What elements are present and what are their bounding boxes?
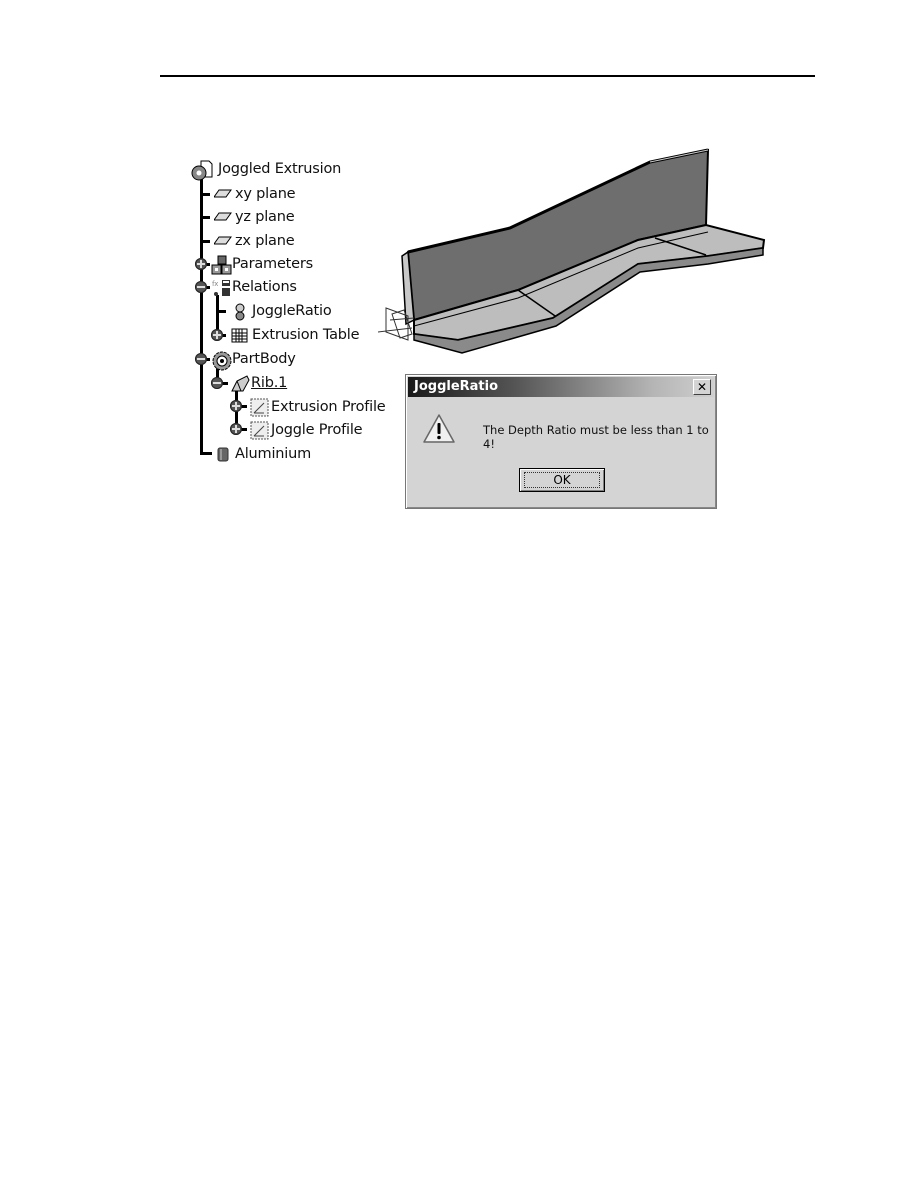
- tree-node-extrusion-table[interactable]: Extrusion Table: [231, 324, 359, 346]
- plane-icon: [214, 185, 232, 203]
- joggled-extrusion-model: [378, 140, 778, 370]
- joggleratio-dialog: [405, 374, 717, 509]
- tree-node-joggle-profile[interactable]: Joggle Profile: [250, 419, 362, 441]
- material-icon: [214, 445, 232, 463]
- tree-node-joggleratio[interactable]: JoggleRatio: [231, 300, 332, 322]
- tree-node-partbody[interactable]: PartBody: [211, 348, 296, 370]
- specification-tree: [186, 155, 396, 475]
- body-gear-icon: [211, 350, 229, 368]
- ok-label: OK: [553, 473, 571, 487]
- plane-icon: [214, 208, 232, 226]
- tree-node-zx-plane[interactable]: zx plane: [214, 230, 294, 252]
- collapse-relations-toggle[interactable]: [195, 281, 207, 293]
- close-button[interactable]: ✕: [693, 379, 711, 395]
- tree-node-yz-plane[interactable]: yz plane: [214, 206, 294, 228]
- expand-extrusion-profile-toggle[interactable]: [230, 400, 242, 412]
- svg-text:fx: fx: [212, 280, 219, 288]
- dialog-message: The Depth Ratio must be less than 1 to 4!: [483, 423, 709, 451]
- dialog-titlebar[interactable]: [408, 377, 714, 397]
- rib-icon: [230, 374, 248, 392]
- tree-branch: [216, 310, 226, 313]
- parameters-icon: [211, 255, 229, 273]
- tree-branch: [200, 452, 212, 455]
- collapse-rib-toggle[interactable]: [211, 377, 223, 389]
- tree-node-rib[interactable]: Rib.1: [230, 372, 287, 394]
- ok-button[interactable]: [519, 468, 605, 492]
- tree-branch: [200, 193, 210, 196]
- expand-joggle-profile-toggle[interactable]: [230, 423, 242, 435]
- tree-branch: [200, 216, 210, 219]
- 3d-model-viewport[interactable]: [378, 140, 778, 370]
- plane-icon: [214, 232, 232, 250]
- tree-node-aluminium[interactable]: Aluminium: [214, 443, 311, 465]
- sketch-icon: [250, 398, 268, 416]
- tree-node-extrusion-profile[interactable]: Extrusion Profile: [250, 396, 386, 418]
- expand-parameters-toggle[interactable]: [195, 258, 207, 270]
- tree-node-parameters[interactable]: Parameters: [211, 253, 313, 275]
- dialog-title: JoggleRatio: [414, 379, 499, 394]
- header-rule: [160, 75, 815, 77]
- warning-icon: [422, 413, 456, 445]
- tree-branch: [200, 240, 210, 243]
- collapse-partbody-toggle[interactable]: [195, 353, 207, 365]
- tree-node-relations[interactable]: fx Relations: [212, 279, 297, 295]
- relations-icon: [211, 278, 229, 296]
- check-rule-icon: [231, 302, 249, 320]
- part-document-icon: [190, 160, 208, 178]
- sketch-icon: [250, 421, 268, 439]
- tree-node-joggled-extrusion[interactable]: Joggled Extrusion: [190, 158, 341, 180]
- expand-extrusion-table-toggle[interactable]: [211, 329, 223, 341]
- design-table-icon: [231, 326, 249, 344]
- tree-node-xy-plane[interactable]: xy plane: [214, 183, 295, 205]
